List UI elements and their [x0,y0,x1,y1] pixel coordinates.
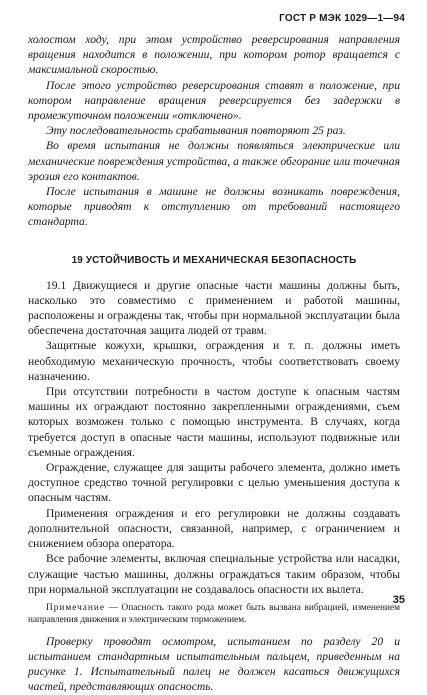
paragraph-continuation: холостом ходу, при этом устройство реверсирования направления вращения находится в положении, при котором ротор вращается с максимальной скоростью. [28,33,400,77]
page-number: 35 [392,594,405,606]
page-content [28,32,400,695]
paragraph-adjustment: Ограждение, служащее для защиты рабочего элемента, должно иметь доступное средство точной регулировки с целью уменьшения доступа к опасным частям. [28,461,400,505]
note [28,602,400,627]
clause-19-1: 19.1 Движущиеся и другие опасные части машины должны быть, насколько это совместимо с применением и работой машины, расположены и ограждены так, чтобы при нормальной эксплуатации была обеспечена достаточная защита людей от травм. [28,278,400,338]
paragraph-reverse-switch: После этого устройство реверсирования ставят в положение, при котором направление вращения реверсируется без задержки в промежуточном положении «отключено». [28,78,400,123]
standard-header: ГОСТ Р МЭК 1029—1—94 [279,13,405,24]
paragraph-verification: Проверку проводят осмотром, испытанием по разделу 20 и испытанием стандартным испытательным пальцем, приведенным на рисунке 1. Испытательный палец не должен касаться движущихся частей, представляющих опасность. [28,634,400,694]
note-text: — Опасность такого рода может быть вызвана вибрацией, изменением направления движения и электрическим торможением. [28,602,400,626]
paragraph-no-extra-hazard: Применения ограждения и его регулировки не должны создавать дополнительной опасности, связанной, например, с ограничением и снижением обзора оператора. [28,506,400,551]
paragraph-guards: Защитные кожухи, крышки, ограждения и т. п. должны иметь необходимую механическую прочность, чтобы соответствовать своему назначению. [28,339,400,383]
paragraph-working-elements: Все рабочие элементы, включая специальные устройства или насадки, служащие частью машины, должны ограждаться таким образом, чтобы при нормальной эксплуатации не создавалось опасности их вылета. [28,552,400,596]
paragraph-no-damage: Во время испытания не должны появляться электрические или механические повреждения устройства, а также обгорание или точечная эрозия его контактов. [28,139,400,183]
section-title: 19 УСТОЙЧИВОСТЬ И МЕХАНИЧЕСКАЯ БЕЗОПАСНОСТЬ [71,254,357,266]
note-label: Примечание [46,602,105,613]
paragraph-repeat: Эту последовательность срабатывания повторяют 25 раз. [46,124,346,138]
paragraph-after-test: После испытания в машине не должны возникать повреждения, которые приводят к отступлению от требований настоящего стандарта. [28,185,400,229]
paragraph-access: При отсутствии потребности в частом доступе к опасным частям машины их ограждают постоянно закрепленными ограждениями, съем которых возможен только с помощью инструмента. В случаях, когда требуется доступ в опасные части машины, используют подвижные или съемные ограждения. [28,385,400,459]
